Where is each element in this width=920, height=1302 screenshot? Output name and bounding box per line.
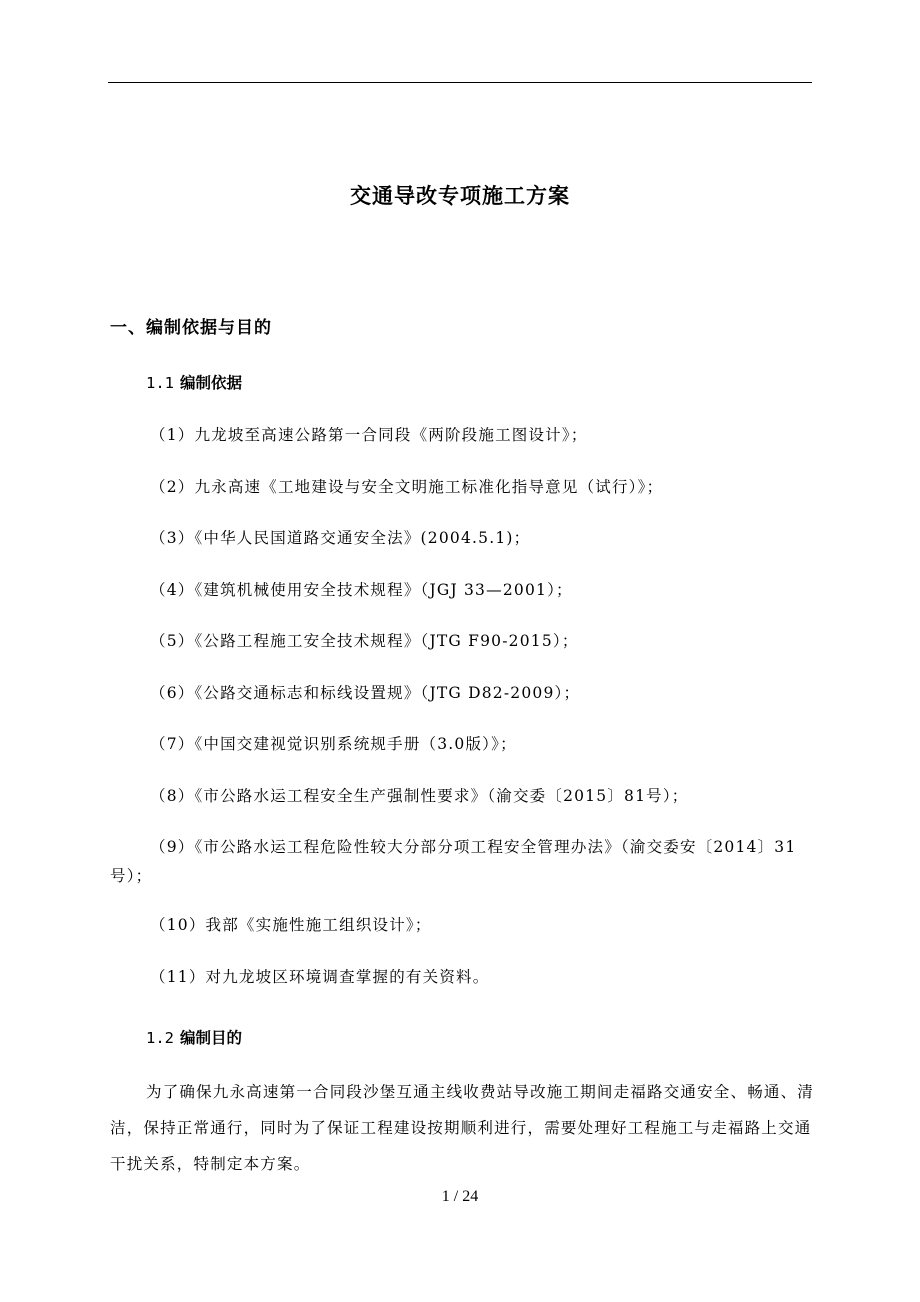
basis-item: （2）九永高速《工地建设与安全文明施工标准化指导意见（试行）》； [150, 477, 664, 496]
basis-item: （10）我部《实施性施工组织设计》； [150, 916, 432, 934]
page-number: 1 / 24 [441, 1188, 479, 1205]
subsection-label: 编制依据 [180, 373, 243, 392]
subsection-heading-1-1 [146, 371, 242, 393]
basis-item: （7）《中国交建视觉识别系统规手册（3.0版）》； [150, 735, 517, 753]
header-rule [108, 82, 812, 83]
basis-item: （11）对九龙坡区环境调查掌握的有关资料。 [150, 967, 490, 986]
section-heading-1: 一、编制依据与目的 [110, 318, 272, 338]
basis-item: （3）《中华人民国道路交通安全法》(2004.5.1)； [150, 529, 531, 547]
subsection-number: 1.2 [146, 1029, 174, 1047]
subsection-label: 编制目的 [180, 1028, 243, 1047]
basis-list [110, 421, 815, 1014]
basis-item: （5）《公路工程施工安全技术规程》（JTG F90-2015）； [150, 632, 579, 650]
basis-item: （8）《市公路水运工程安全生产强制性要求》（渝交委〔2015〕81号）； [150, 786, 689, 805]
basis-item: （1）九龙坡至高速公路第一合同段《两阶段施工图设计》； [150, 426, 588, 444]
basis-item: （6）《公路交通标志和标线设置规》（JTG D82-2009）； [150, 683, 581, 702]
basis-item: （9）《市公路水运工程危险性较大分部分项工程安全管理办法》（渝交委安〔2014〕31号）； [110, 838, 797, 885]
subsection-number: 1.1 [146, 374, 174, 392]
document-title: 交通导改专项施工方案 [350, 183, 570, 208]
subsection-heading-1-2 [146, 1026, 242, 1048]
basis-item: （4）《建筑机械使用安全技术规程》（JGJ 33—2001）； [150, 580, 573, 599]
purpose-paragraph: 为了确保九永高速第一合同段沙堡互通主线收费站导改施工期间走福路交通安全、畅通、清洁，保持正常通行，同时为了保证工程建设按期顺利进行，需要处理好工程施工与走福路上交通干扰关系，特制定本方案。 [110, 1083, 815, 1173]
